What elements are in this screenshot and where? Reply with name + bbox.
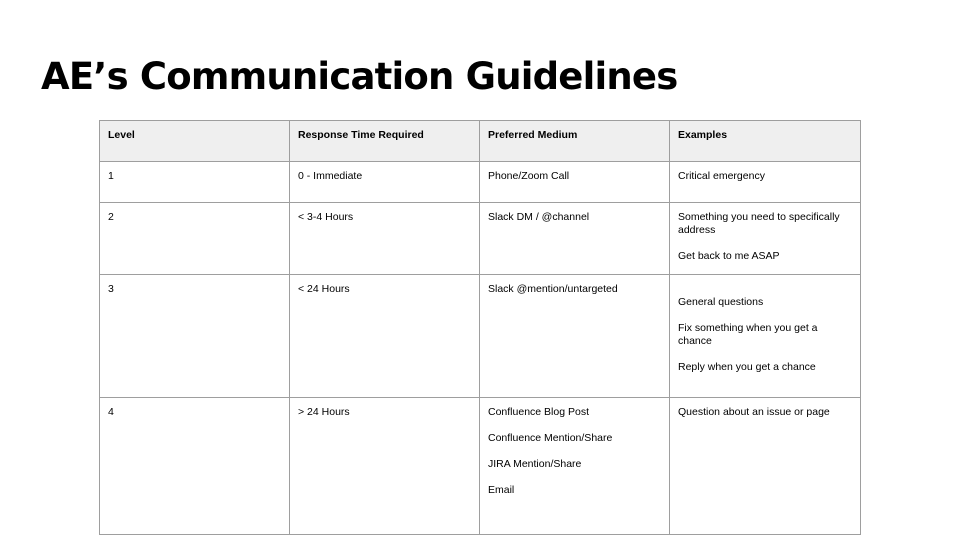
example-item: Get back to me ASAP xyxy=(678,250,780,262)
guidelines-table xyxy=(99,120,861,535)
cell-examples xyxy=(670,203,861,275)
cell-examples xyxy=(670,398,861,535)
slide-title: AE’s Communication Guidelines xyxy=(41,55,678,98)
cell-medium xyxy=(480,398,670,535)
medium-item: Phone/Zoom Call xyxy=(488,170,570,182)
cell-response-time: 0 - Immediate xyxy=(290,162,480,203)
medium-item: Confluence Blog Post xyxy=(488,406,589,418)
cell-level: 3 xyxy=(100,275,290,398)
medium-item: Email xyxy=(488,484,515,496)
cell-response-time: < 3-4 Hours xyxy=(290,203,480,275)
cell-medium xyxy=(480,203,670,275)
table-row xyxy=(100,162,861,203)
cell-medium xyxy=(480,275,670,398)
example-item: Reply when you get a chance xyxy=(678,361,816,373)
table-row xyxy=(100,275,861,398)
header-preferred-medium: Preferred Medium xyxy=(480,121,670,162)
cell-level: 1 xyxy=(100,162,290,203)
cell-response-time: > 24 Hours xyxy=(290,398,480,535)
example-item: Critical emergency xyxy=(678,170,765,182)
header-level: Level xyxy=(100,121,290,162)
example-item: Question about an issue or page xyxy=(678,406,830,418)
medium-item: Slack @mention/untargeted xyxy=(488,283,618,295)
cell-response-time: < 24 Hours xyxy=(290,275,480,398)
medium-item: Confluence Mention/Share xyxy=(488,432,613,444)
table-row xyxy=(100,398,861,535)
example-item: Something you need to specifically address xyxy=(678,211,840,236)
cell-examples xyxy=(670,162,861,203)
example-item: Fix something when you get a chance xyxy=(678,322,818,347)
cell-level: 4 xyxy=(100,398,290,535)
cell-examples xyxy=(670,275,861,398)
medium-item: JIRA Mention/Share xyxy=(488,458,582,470)
example-item: General questions xyxy=(678,296,764,308)
header-examples: Examples xyxy=(670,121,861,162)
table-header-row xyxy=(100,121,861,162)
table-row xyxy=(100,203,861,275)
medium-item: Slack DM / @channel xyxy=(488,211,590,223)
header-response-time: Response Time Required xyxy=(290,121,480,162)
cell-level: 2 xyxy=(100,203,290,275)
cell-medium xyxy=(480,162,670,203)
blank-line-spacer xyxy=(678,283,852,296)
